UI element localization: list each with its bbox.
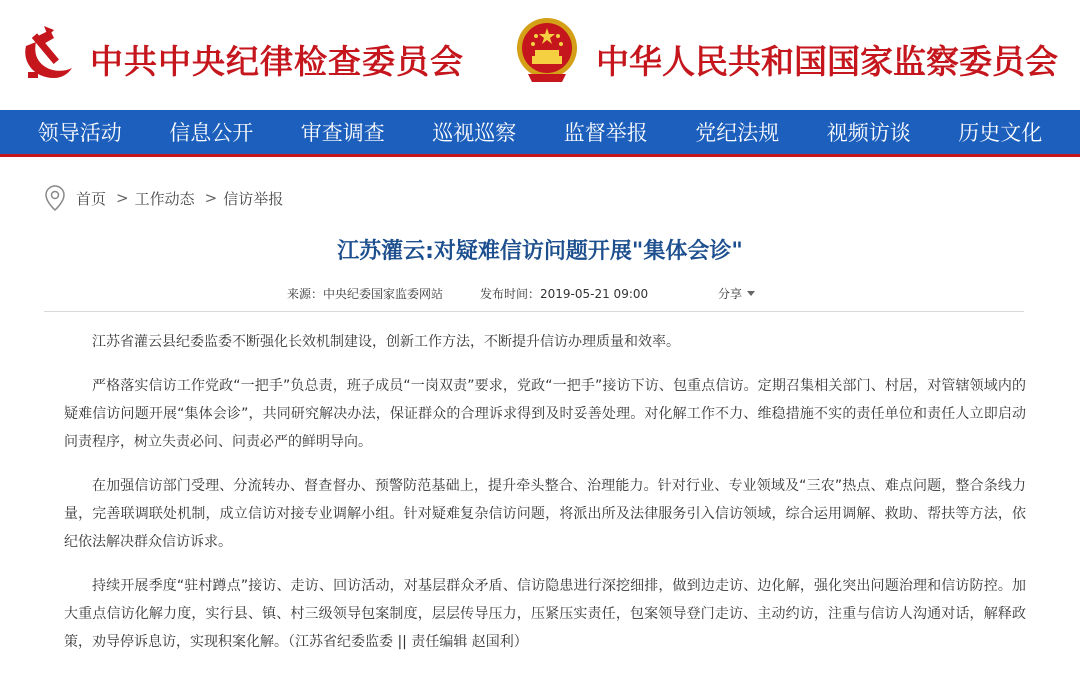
chevron-down-icon <box>747 291 755 296</box>
meta-divider <box>44 311 1024 312</box>
breadcrumb-petitions[interactable]: 信访举报 <box>223 189 284 208</box>
main-nav <box>0 110 1080 154</box>
share-button[interactable] <box>718 285 755 302</box>
article-source: 来源：中央纪委国家监委网站 <box>287 287 444 301</box>
breadcrumb-separator: > <box>116 189 129 207</box>
article-paragraph: 持续开展季度“驻村蹲点”接访、走访、回访活动，对基层群众矛盾、信访隐患进行深挖细排，做到边走访、边化解，强化突出问题治理和信访防控。加大重点信访化解力度，实行县、镇、村三级领导包案制度，层层传导压力，压紧压实责任，包案领导登门走访、主动约访，注重与信访人沟通对话，解释政策，劝导停诉息访，实现积案化解。（江苏省纪委监委 || 责任编辑 赵国利） <box>64 578 1026 650</box>
article-paragraph: 江苏省灌云县纪委监委不断强化长效机制建设，创新工作方法，不断提升信访办理质量和效率。 <box>92 334 680 350</box>
article-title: 江苏灌云:对疑难信访问题开展"集体会诊" <box>337 239 743 264</box>
article-paragraph: 在加强信访部门受理、分流转办、督查督办、预警防范基础上，提升牵头整合、治理能力。针对行业、专业领域及“三农”热点、难点问题，整合条线力量，完善联调联处机制，成立信访对接专业调解小组。针对疑难复杂信访问题，将派出所及法律服务引入信访领域，综合运用调解、救助、帮扶等方法，依纪依法解决群众信访诉求。 <box>64 478 1026 550</box>
article-publish-time: 发布时间：2019-05-21 09:00 <box>480 287 649 301</box>
breadcrumb <box>44 184 283 212</box>
location-pin-icon <box>44 184 66 212</box>
nav-item-info-disclosure[interactable]: 信息公开 <box>169 121 254 145</box>
nav-divider <box>0 154 1080 157</box>
breadcrumb-work-news[interactable]: 工作动态 <box>134 189 195 208</box>
nav-item-video-interviews[interactable]: 视频访谈 <box>826 121 911 145</box>
nav-item-investigation[interactable]: 审查调查 <box>300 121 385 145</box>
nav-item-regulations[interactable]: 党纪法规 <box>695 121 780 145</box>
breadcrumb-home[interactable]: 首页 <box>76 189 107 208</box>
share-label: 分享 <box>718 287 743 301</box>
national-emblem-icon[interactable] <box>514 14 580 86</box>
nav-item-inspection[interactable]: 巡视巡察 <box>432 121 517 145</box>
site-header <box>0 0 1080 110</box>
article-body <box>64 328 1026 672</box>
party-emblem-icon[interactable] <box>14 20 80 86</box>
nav-item-leadership[interactable]: 领导活动 <box>37 121 122 145</box>
nav-item-history[interactable]: 历史文化 <box>958 121 1043 145</box>
org-name-right: 中华人民共和国国家监察委员会 <box>596 42 1058 81</box>
org-name-left: 中共中央纪律检查委员会 <box>90 42 464 81</box>
breadcrumb-separator: > <box>204 189 218 207</box>
nav-item-reporting[interactable]: 监督举报 <box>563 121 648 145</box>
article-paragraph: 严格落实信访工作党政“一把手”负总责，班子成员“一岗双责”要求，党政“一把手”接访下访、包重点信访。定期召集相关部门、村居，对管辖领域内的疑难信访问题开展“集体会诊”，共同研究解决办法，保证群众的合理诉求得到及时妥善处理。对化解工作不力、维稳措施不实的责任单位和责任人立即启动问责程序，树立失责必问、问责必严的鲜明导向。 <box>64 378 1026 450</box>
